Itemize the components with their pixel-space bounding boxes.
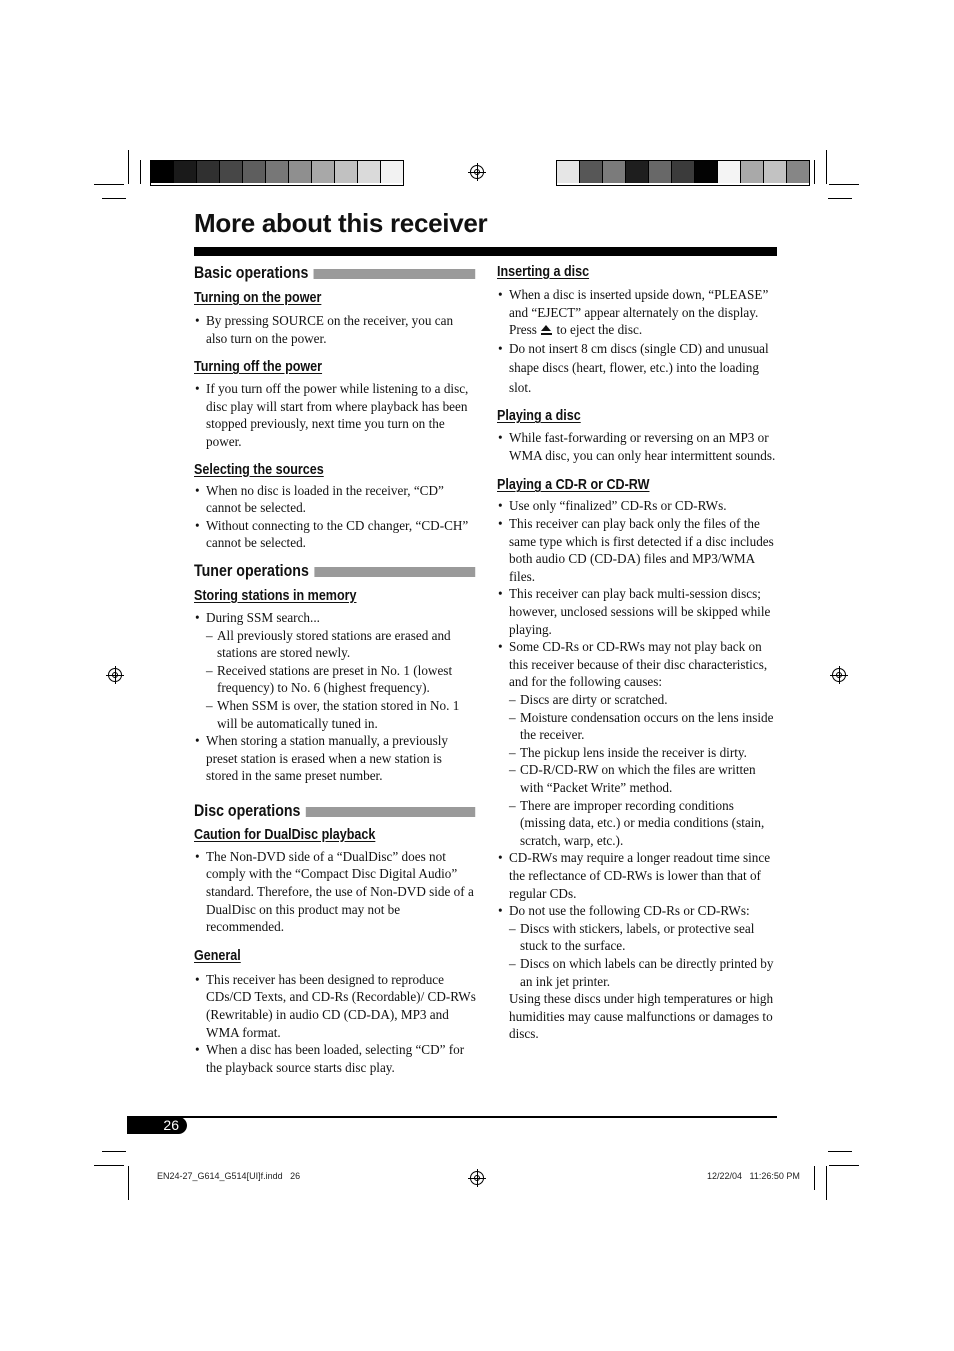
crop-mark <box>140 160 141 184</box>
color-swatch <box>312 161 335 183</box>
crop-mark <box>94 1165 124 1166</box>
color-swatch <box>174 161 197 183</box>
color-swatch <box>557 161 580 183</box>
crop-mark <box>102 1151 126 1152</box>
color-swatch <box>335 161 358 183</box>
left-column <box>194 262 476 1076</box>
color-swatch <box>197 161 220 183</box>
color-swatch <box>695 161 718 183</box>
color-swatch <box>672 161 695 183</box>
list-item: • Some CD-Rs or CD-RWs may not play back on this receiver because of their disc characteristics, and for the following causes: – Discs are dirty or scratched. – Moisture condensation occurs on the lens inside the receiver. – The pickup lens inside the receiver is dirty. – CD-R/CD-RW on which the files are written with “Packet Write” method. – There are improper recording conditions (missing data, etc.) or media conditions (stain, scratch, warp, etc.). <box>497 638 779 849</box>
subheading-general: General <box>194 947 241 964</box>
crop-mark <box>94 184 124 185</box>
color-swatch <box>764 161 787 183</box>
list-playing-disc <box>497 429 779 464</box>
crop-mark <box>828 1151 852 1152</box>
list-playing-cdr-cdrw <box>497 497 779 990</box>
section-heading-tuner-operations: Tuner operations <box>194 560 475 582</box>
crop-mark <box>828 198 852 199</box>
list-item: • This receiver can play back only the files of the same type which is first detected if a disc includes both audio CD (CD-DA) files and MP3/WMA files. <box>497 515 779 585</box>
registration-mark-icon <box>108 668 122 682</box>
color-swatch <box>718 161 741 183</box>
page-number: 26 <box>127 1117 187 1134</box>
sub-list-item: – The pickup lens inside the receiver is dirty. <box>509 744 779 762</box>
subheading-dualdisc-caution: Caution for DualDisc playback <box>194 826 376 843</box>
crop-mark <box>102 198 126 199</box>
color-swatch <box>151 161 174 183</box>
color-swatch <box>603 161 626 183</box>
subheading-inserting-disc: Inserting a disc <box>497 264 590 280</box>
subheading-turning-on-power: Turning on the power <box>194 290 322 306</box>
page-title: More about this receiver <box>194 208 488 238</box>
list-item: • Use only “finalized” CD-Rs or CD-RWs. <box>497 497 779 515</box>
list-item: • While fast-forwarding or reversing on an MP3 or WMA disc, you can only hear intermittent sounds. <box>497 429 779 464</box>
list-item: • By pressing SOURCE on the receiver, you can also turn on the power. <box>194 312 476 347</box>
subheading-storing-stations: Storing stations in memory <box>194 587 357 604</box>
crop-mark <box>829 184 859 185</box>
list-item: • If you turn off the power while listening to a disc, disc play will start from where playback has been stopped previously, next time you turn on the power. <box>194 380 476 450</box>
sub-list-item: – There are improper recording conditions (missing data, etc.) or media conditions (stain, scratch, warp, etc.). <box>509 797 779 850</box>
section-heading-basic-operations: Basic operations <box>194 262 475 284</box>
crop-mark <box>826 1166 827 1200</box>
color-swatch <box>626 161 649 183</box>
list-item: • The Non-DVD side of a “DualDisc” does not comply with the “Compact Disc Digital Audio” standard. Therefore, the use of Non-DVD side of a DualDisc on this product may not be recommended. <box>194 848 476 936</box>
list-item: • This receiver can play back multi-session discs; however, unclosed sessions will be skipped while playing. <box>497 585 779 638</box>
list-selecting-sources <box>194 482 476 552</box>
color-swatch <box>243 161 266 183</box>
list-turning-off-power <box>194 380 476 450</box>
color-swatch <box>580 161 603 183</box>
crop-mark <box>128 1166 129 1200</box>
color-bar-left <box>150 160 404 186</box>
list-dualdisc-caution <box>194 848 476 936</box>
color-swatch <box>649 161 672 183</box>
crop-mark <box>128 150 129 184</box>
list-item: • Do not use the following CD-Rs or CD-RWs: – Discs with stickers, labels, or protective seal stuck to the surface. – Discs on which labels can be directly printed by an ink jet printer. <box>497 902 779 990</box>
subheading-playing-cdr-cdrw: Playing a CD-R or CD-RW <box>497 477 650 494</box>
subheading-playing-disc: Playing a disc <box>497 408 581 425</box>
crop-mark <box>826 150 827 184</box>
color-swatch <box>381 161 403 183</box>
color-swatch <box>358 161 381 183</box>
note-text: Using these discs under high temperatures or high humidities may cause malfunctions or damages to discs. <box>509 991 774 1042</box>
registration-mark-icon <box>470 1171 484 1185</box>
subheading-turning-off-power: Turning off the power <box>194 359 323 376</box>
crop-mark <box>814 1166 815 1190</box>
title-rule <box>194 247 777 256</box>
color-swatch <box>266 161 289 183</box>
list-general <box>194 971 476 1077</box>
color-swatch <box>741 161 764 183</box>
sub-list-item: – Discs are dirty or scratched. <box>509 691 779 709</box>
section-heading-disc-operations: Disc operations <box>194 800 475 822</box>
slug-date: 12/22/04 11:26:50 PM <box>707 1171 800 1181</box>
list-item: • CD-RWs may require a longer readout time since the reflectance of CD-RWs is lower than that of regular CDs. <box>497 849 779 902</box>
list-item: • This receiver has been designed to reproduce CDs/CD Texts, and CD-Rs (Recordable)/ CD-RWs (Rewritable) in audio CD (CD-DA), MP3 and WMA format. <box>194 971 476 1041</box>
color-swatch <box>220 161 243 183</box>
footer-rule <box>127 1116 777 1118</box>
list-inserting-disc <box>497 286 779 397</box>
eject-icon <box>541 325 552 335</box>
right-column <box>497 262 779 1043</box>
sub-list-item: – Moisture condensation occurs on the lens inside the receiver. <box>509 709 779 744</box>
color-bar-right <box>556 160 810 186</box>
subheading-selecting-sources: Selecting the sources <box>194 461 324 478</box>
crop-mark <box>829 1165 859 1166</box>
registration-mark-icon <box>470 165 484 179</box>
list-storing-stations <box>194 609 476 785</box>
sub-list-item: – Received stations are preset in No. 1 (lowest frequency) to No. 6 (highest frequency). <box>206 662 476 697</box>
list-item: • When storing a station manually, a previously preset station is erased when a new station is stored in the same preset number. <box>194 732 476 785</box>
sub-list-item: – CD-R/CD-RW on which the files are written with “Packet Write” method. <box>509 761 779 796</box>
list-item: • When no disc is loaded in the receiver, “CD” cannot be selected. <box>194 482 476 517</box>
list-item: • When a disc has been loaded, selecting “CD” for the playback source starts disc play. <box>194 1041 476 1076</box>
color-swatch <box>289 161 312 183</box>
list-item: • Do not insert 8 cm discs (single CD) and unusual shape discs (heart, flower, etc.) into the loading slot. <box>497 339 779 398</box>
crop-mark <box>814 160 815 184</box>
list-item: • During SSM search... – All previously stored stations are erased and stations are stored newly. – Received stations are preset in No. 1 (lowest frequency) to No. 6 (highest frequency). – When SSM is over, the station stored in No. 1 will be automatically tuned in. <box>194 609 476 732</box>
registration-mark-icon <box>832 668 846 682</box>
list-item: • When a disc is inserted upside down, “PLEASE” and “EJECT” appear alternately on the display. Press to eject the disc. <box>497 286 779 339</box>
sub-list-item: – When SSM is over, the station stored in No. 1 will be automatically tuned in. <box>206 697 476 732</box>
slug-file-name: EN24-27_G614_G514[UI]f.indd 26 <box>157 1171 301 1181</box>
sub-list-item: – All previously stored stations are erased and stations are stored newly. <box>206 627 476 662</box>
list-item: • Without connecting to the CD changer, “CD-CH” cannot be selected. <box>194 517 476 552</box>
color-swatch <box>787 161 809 183</box>
sub-list-item: – Discs with stickers, labels, or protective seal stuck to the surface. <box>509 920 779 955</box>
list-turning-on-power <box>194 312 476 347</box>
sub-list-item: – Discs on which labels can be directly printed by an ink jet printer. <box>509 955 779 990</box>
